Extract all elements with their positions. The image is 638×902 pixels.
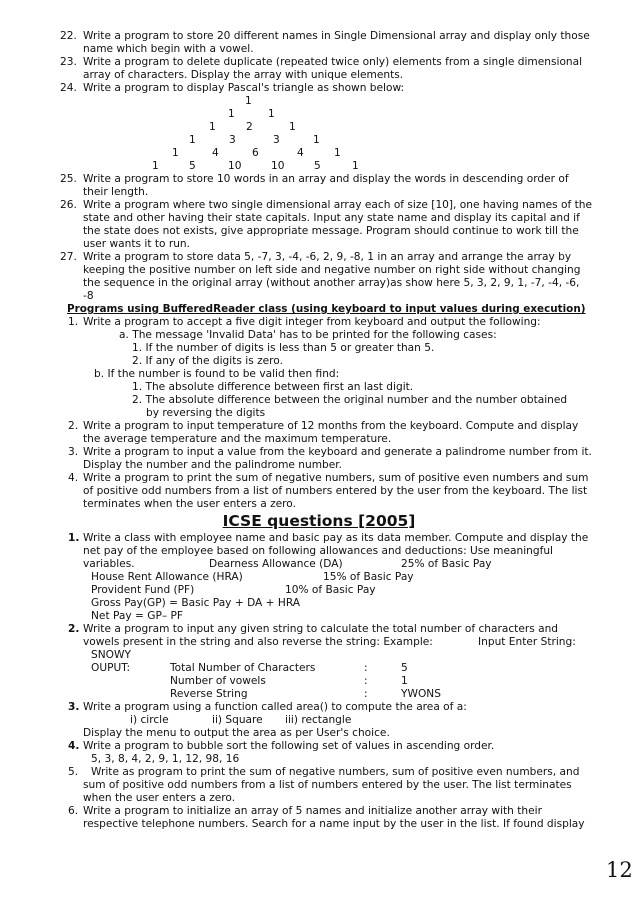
q25-line1: Write a program to store 10 words in an array and display the words in descending order of <box>83 173 569 185</box>
br2-line1: Write a program to input temperature of 12 months from the keyboard. Compute and display <box>83 420 579 432</box>
pascal-value: 1 <box>313 134 320 146</box>
br2-line2: the average temperature and the maximum temperature. <box>83 433 392 445</box>
pascal-value: 1 <box>189 134 196 146</box>
q27-line4: -8 <box>83 290 94 302</box>
icse4-values: 5, 3, 8, 4, 2, 9, 1, 12, 98, 16 <box>91 753 240 765</box>
icse5-line3: when the user enters a zero. <box>83 792 236 804</box>
icse2-line1: Write a program to input any given string to calculate the total number of characters and <box>83 623 559 635</box>
br4-line2: of positive odd numbers from a list of numbers entered by the user from the keyboard. The list <box>83 485 588 497</box>
icse2-number: 2. <box>68 623 80 635</box>
q26-line2: state and other having their state capitals. Input any state name and display its capital and if <box>83 212 580 224</box>
br3-line1: Write a program to input a value from the keyboard and generate a palindrome number from it. <box>83 446 592 458</box>
br4-line3: terminates when the user enters a zero. <box>83 498 296 510</box>
icse1-net-pay: Net Pay = GP– PF <box>91 610 183 622</box>
icse2-line2a: vowels present in the string and also reverse the string: Example: <box>83 636 433 648</box>
q23-number: 23. <box>60 56 77 68</box>
br1-case-a1: 1. If the number of digits is less than 5 or greater than 5. <box>132 342 435 354</box>
pascal-value: 1 <box>209 121 216 133</box>
icse1-hra-value: 15% of Basic Pay <box>323 571 414 583</box>
q24-number: 24. <box>60 82 77 94</box>
pascal-value: 2 <box>246 121 253 133</box>
pascal-value: 3 <box>273 134 280 146</box>
q27-line2: keeping the positive number on left side and negative number on right side without changing <box>83 264 581 276</box>
q22-line2: name which begin with a vowel. <box>83 43 254 55</box>
pascal-value: 1 <box>268 108 275 120</box>
icse4-line1: Write a program to bubble sort the following set of values in ascending order. <box>83 740 495 752</box>
q27-number: 27. <box>60 251 77 263</box>
icse1-pf-value: 10% of Basic Pay <box>285 584 376 596</box>
icse1-line2: net pay of the employee based on following allowances and deductions: Use meaningful <box>83 545 553 557</box>
pascal-value: 1 <box>172 147 179 159</box>
q23-line1: Write a program to delete duplicate (repeated twice only) elements from a single dimensional <box>83 56 583 68</box>
icse5-line2: sum of positive odd numbers from a list of numbers entered by the user. The list terminates <box>83 779 572 791</box>
br1-case-b2-cont: by reversing the digits <box>146 407 266 419</box>
pascal-value: 1 <box>352 160 359 172</box>
icse1-pf-label: Provident Fund (PF) <box>91 584 195 596</box>
icse2-row1-label: Total Number of Characters <box>170 662 316 674</box>
q22-number: 22. <box>60 30 77 42</box>
icse6-line2: respective telephone numbers. Search for a name input by the user in the list. If found display <box>83 818 585 830</box>
icse6-number: 6. <box>68 805 79 817</box>
br1-case-b: b. If the number is found to be valid then find: <box>94 368 340 380</box>
q26-line3: the state does not exists, give appropriate message. Program should continue to work till the <box>83 225 579 237</box>
br1-case-a2: 2. If any of the digits is zero. <box>132 355 283 367</box>
q25-line2: their length. <box>83 186 149 198</box>
pascal-value: 1 <box>152 160 159 172</box>
icse1-hra-label: House Rent Allowance (HRA) <box>91 571 243 583</box>
q27-line1: Write a program to store data 5, -7, 3, -4, -6, 2, 9, -8, 1 in an array and arrange the array by <box>83 251 572 263</box>
q24-line1: Write a program to display Pascal's triangle as shown below: <box>83 82 405 94</box>
br1-case-b1: 1. The absolute difference between first an last digit. <box>132 381 414 393</box>
icse3-option-circle: i) circle <box>130 714 169 726</box>
pascal-value: 1 <box>334 147 341 159</box>
icse2-row3-colon: : <box>364 688 368 700</box>
section-title-icse: ICSE questions [2005] <box>222 512 416 530</box>
q26-line4: user wants it to run. <box>83 238 191 250</box>
q26-line1: Write a program where two single dimensional array each of size [10], one having names of the <box>83 199 592 211</box>
icse2-row2-label: Number of vowels <box>170 675 266 687</box>
br3-number: 3. <box>68 446 79 458</box>
pascal-value: 4 <box>212 147 219 159</box>
icse1-da-value: 25% of Basic Pay <box>401 558 492 570</box>
pascal-value: 1 <box>289 121 296 133</box>
section-heading-bufferedreader: Programs using BufferedReader class (using keyboard to input values during execution) <box>67 303 586 315</box>
q27-line3: the sequence in the original array (without another array)as show here 5, 3, 2, 9, 1, -7, -4, -6, <box>83 277 580 289</box>
icse5-line1: Write as program to print the sum of negative numbers, sum of positive even numbers, and <box>91 766 580 778</box>
icse6-line1: Write a program to initialize an array of 5 names and initialize another array with their <box>83 805 542 817</box>
q22-line1: Write a program to store 20 different names in Single Dimensional array and display only those <box>83 30 590 42</box>
icse2-row2-value: 1 <box>401 675 408 687</box>
q25-number: 25. <box>60 173 77 185</box>
icse2-row3-value: YWONS <box>401 688 441 700</box>
icse3-option-square: ii) Square <box>212 714 263 726</box>
br3-line2: Display the number and the palindrome number. <box>83 459 343 471</box>
icse1-line1: Write a class with employee name and basic pay as its data member. Compute and display the <box>83 532 589 544</box>
icse3-line1: Write a program using a function called area() to compute the area of a: <box>83 701 467 713</box>
br4-number: 4. <box>68 472 79 484</box>
pascal-value: 3 <box>229 134 236 146</box>
br1-line1: Write a program to accept a five digit integer from keyboard and output the following: <box>83 316 541 328</box>
icse3-option-rectangle: iii) rectangle <box>285 714 352 726</box>
icse4-number: 4. <box>68 740 80 752</box>
pascal-value: 6 <box>252 147 259 159</box>
q26-number: 26. <box>60 199 77 211</box>
icse1-gross-pay: Gross Pay(GP) = Basic Pay + DA + HRA <box>91 597 301 609</box>
icse2-row1-colon: : <box>364 662 368 674</box>
q23-line2: array of characters. Display the array with unique elements. <box>83 69 404 81</box>
icse1-da-label: Dearness Allowance (DA) <box>209 558 343 570</box>
pascal-value: 1 <box>228 108 235 120</box>
br1-number: 1. <box>68 316 79 328</box>
pascal-value: 1 <box>245 95 252 107</box>
pascal-value: 10 <box>271 160 285 172</box>
icse2-row1-value: 5 <box>401 662 408 674</box>
page-number: 12 <box>606 858 633 882</box>
br2-number: 2. <box>68 420 79 432</box>
icse2-row2-colon: : <box>364 675 368 687</box>
icse3-number: 3. <box>68 701 80 713</box>
icse2-output-label: OUPUT: <box>91 662 131 674</box>
pascal-value: 10 <box>228 160 242 172</box>
pascal-value: 5 <box>189 160 196 172</box>
br1-case-a: a. The message 'Invalid Data' has to be printed for the following cases: <box>119 329 497 341</box>
icse2-row3-label: Reverse String <box>170 688 248 700</box>
icse5-number: 5. <box>68 766 79 778</box>
icse1-number: 1. <box>68 532 80 544</box>
icse2-input-value: SNOWY <box>91 649 131 661</box>
br4-line1: Write a program to print the sum of negative numbers, sum of positive even numbers and sum <box>83 472 589 484</box>
icse2-line2b: Input Enter String: <box>478 636 576 648</box>
icse1-line3a: variables. <box>83 558 135 570</box>
pascal-value: 4 <box>297 147 304 159</box>
pascal-value: 5 <box>314 160 321 172</box>
icse3-line3: Display the menu to output the area as per User's choice. <box>83 727 390 739</box>
br1-case-b2: 2. The absolute difference between the original number and the number obtained <box>132 394 568 406</box>
